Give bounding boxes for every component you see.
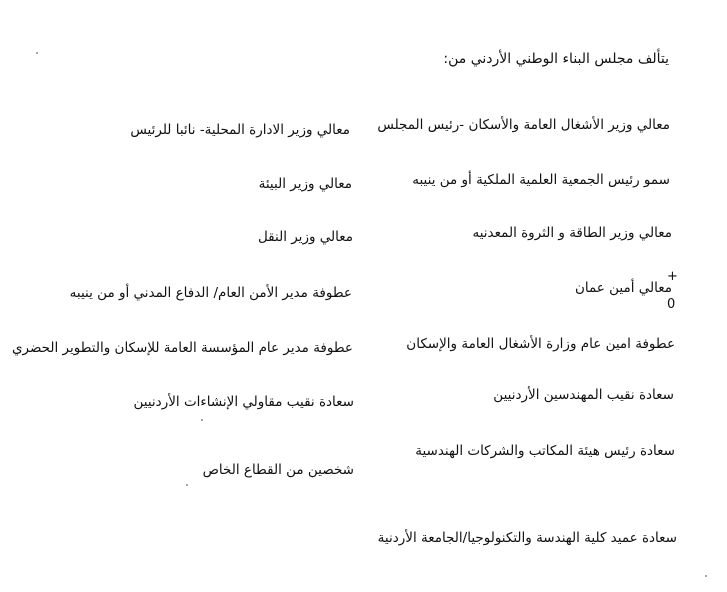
plus-mark: +: [667, 269, 678, 284]
scan-speck: [705, 575, 707, 577]
scan-speck: [201, 419, 203, 421]
member-left-5: عطوفة مدير عام المؤسسة العامة للإسكان والتطوير الحضري: [11, 340, 353, 356]
member-right-7: سعادة رئيس هيئة المكاتب والشركات الهندسية: [415, 443, 675, 459]
document-heading: يتألف مجلس البناء الوطني الأردني من:: [443, 51, 669, 67]
member-left-6: سعادة نقيب مقاولي الإنشاءات الأردنيين: [133, 394, 354, 410]
member-left-1: معالي وزير الادارة المحلية- نائبا للرئيس: [130, 122, 350, 138]
member-left-4: عطوفة مدير الأمن العام/ الدفاع المدني أو من ينيبه: [69, 285, 352, 301]
member-left-2: معالي وزير البيئة: [258, 176, 352, 192]
scan-speck: [36, 52, 38, 54]
member-right-2: سمو رئيس الجمعية العلمية الملكية أو من ينيبه: [412, 172, 670, 188]
member-footer: سعادة عميد كلية الهندسة والتكنولوجيا/الجامعة الأردنية: [377, 530, 677, 546]
zero-mark: 0: [667, 297, 676, 312]
member-left-7: شخصين من القطاع الخاص: [202, 462, 354, 478]
member-left-3: معالي وزير النقل: [257, 229, 353, 245]
member-right-4: معالي أمين عمان: [574, 280, 672, 296]
member-right-3: معالي وزير الطاقة و الثروة المعدنيه: [472, 225, 672, 241]
member-right-6: سعادة نقيب المهندسين الأردنيين: [493, 387, 674, 403]
member-right-1: معالي وزير الأشغال العامة والأسكان -رئيس المجلس: [377, 117, 670, 133]
member-right-5: عطوفة امين عام وزارة الأشغال العامة والإسكان: [406, 336, 675, 352]
scan-speck: [186, 484, 188, 486]
